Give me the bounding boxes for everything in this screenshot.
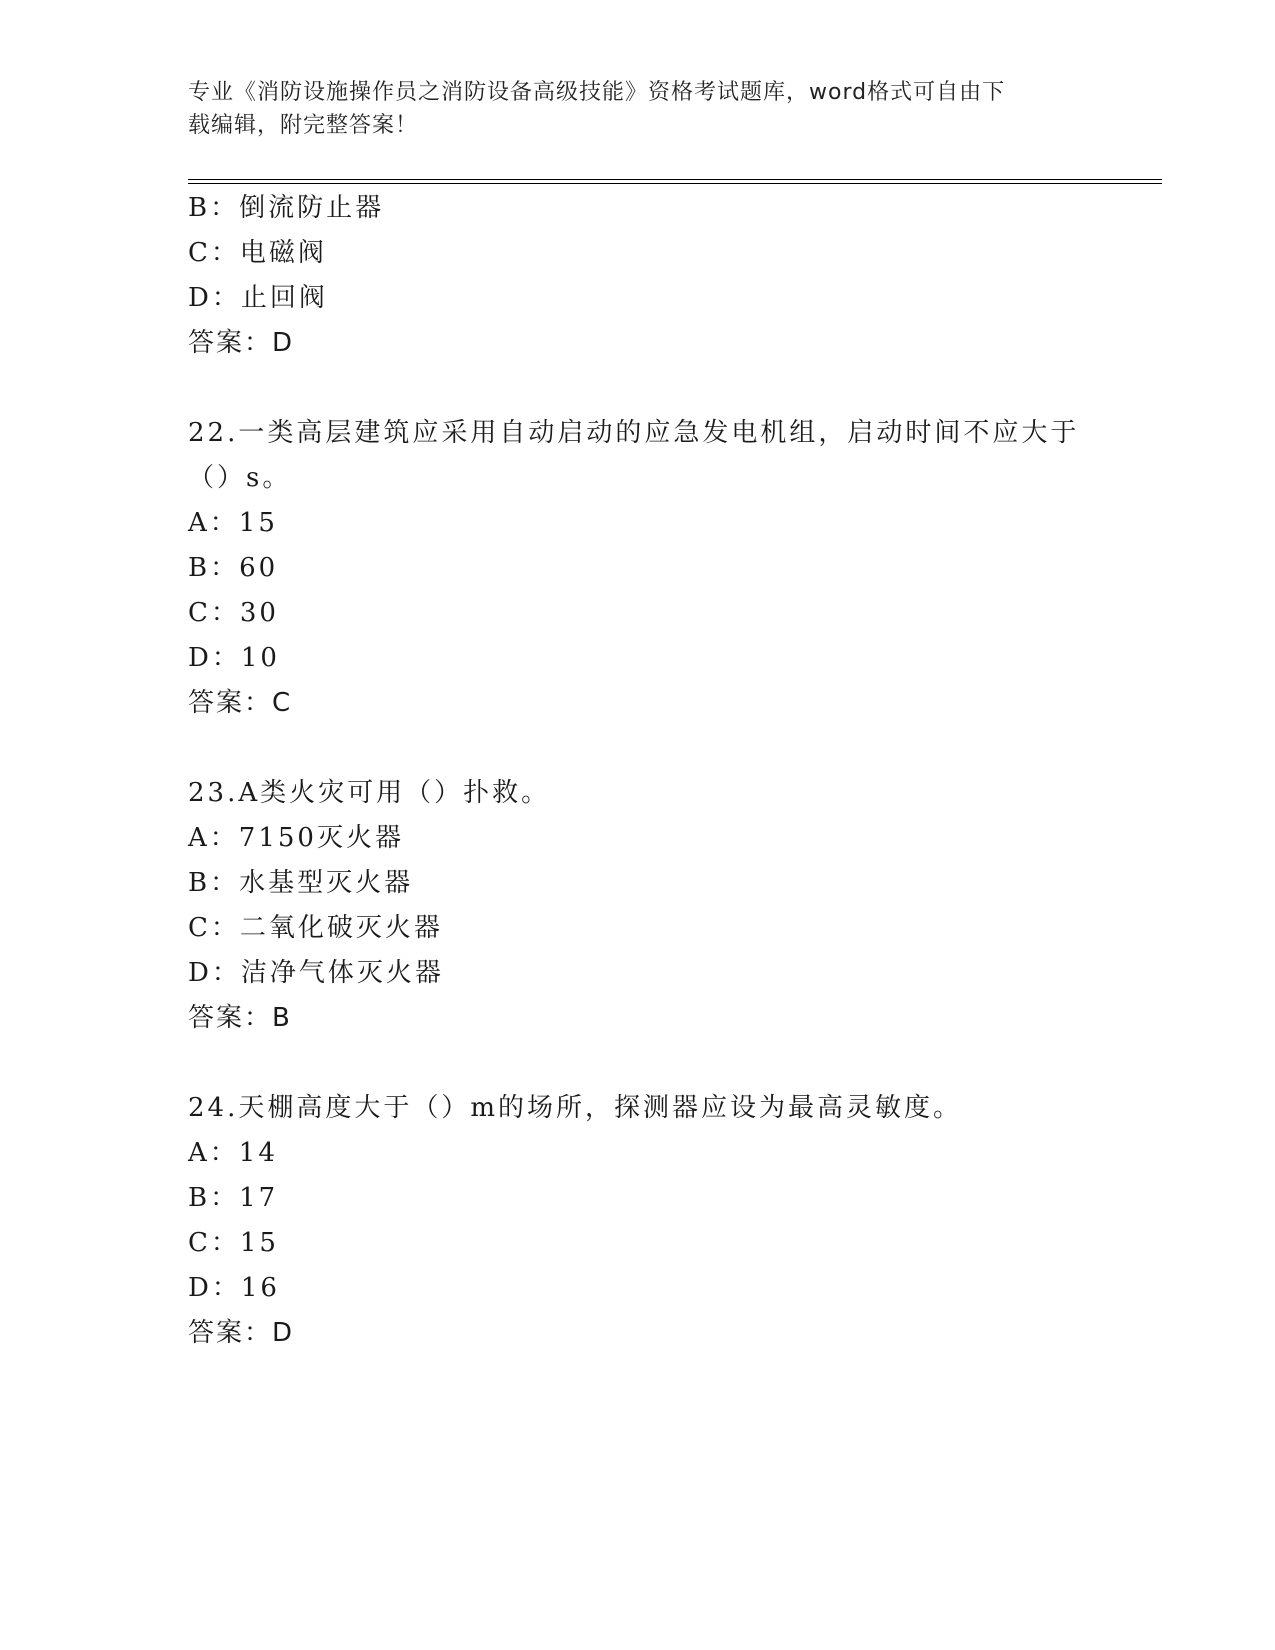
prev-option-d: D：止回阀 [188,283,328,313]
q23-stem: 23.A类火灾可用（）扑救。 [188,778,551,808]
q22-option-b: B：60 [188,553,279,583]
q22-answer: 答案：C [188,688,293,718]
q22-option-a: A：15 [188,508,278,538]
header-divider-bottom [188,183,1162,184]
q23-option-c: C：二氧化破灭火器 [188,913,443,943]
q23-option-a: A：7150灭火器 [188,823,404,853]
q22-option-c: C：30 [188,598,279,628]
q24-option-b: B：17 [188,1183,279,1213]
q22-stem-line-1: 22.一类高层建筑应采用自动启动的应急发电机组，启动时间不应大于 [188,418,1080,448]
header-divider-top [188,179,1162,180]
q23-option-b: B：水基型灭火器 [188,868,414,898]
q23-answer: 答案：B [188,1003,292,1033]
q22-option-d: D：10 [188,643,280,673]
q23-option-d: D：洁净气体灭火器 [188,958,444,988]
prev-option-c: C：电磁阀 [188,238,327,268]
q24-answer: 答案：D [188,1318,295,1348]
q24-option-c: C：15 [188,1228,279,1258]
q24-stem: 24.天棚高度大于（）m的场所，探测器应设为最高灵敏度。 [188,1093,963,1123]
q24-option-d: D：16 [188,1273,280,1303]
q24-option-a: A：14 [188,1138,278,1168]
document-header [188,76,1068,142]
header-line-1: 专业《消防设施操作员之消防设备高级技能》资格考试题库，word格式可自由下 [188,80,1006,105]
header-line-2: 载编辑，附完整答案！ [188,113,419,138]
q22-stem-line-2: （）s。 [188,463,292,493]
prev-answer: 答案：D [188,328,295,358]
prev-option-b: B：倒流防止器 [188,193,385,223]
